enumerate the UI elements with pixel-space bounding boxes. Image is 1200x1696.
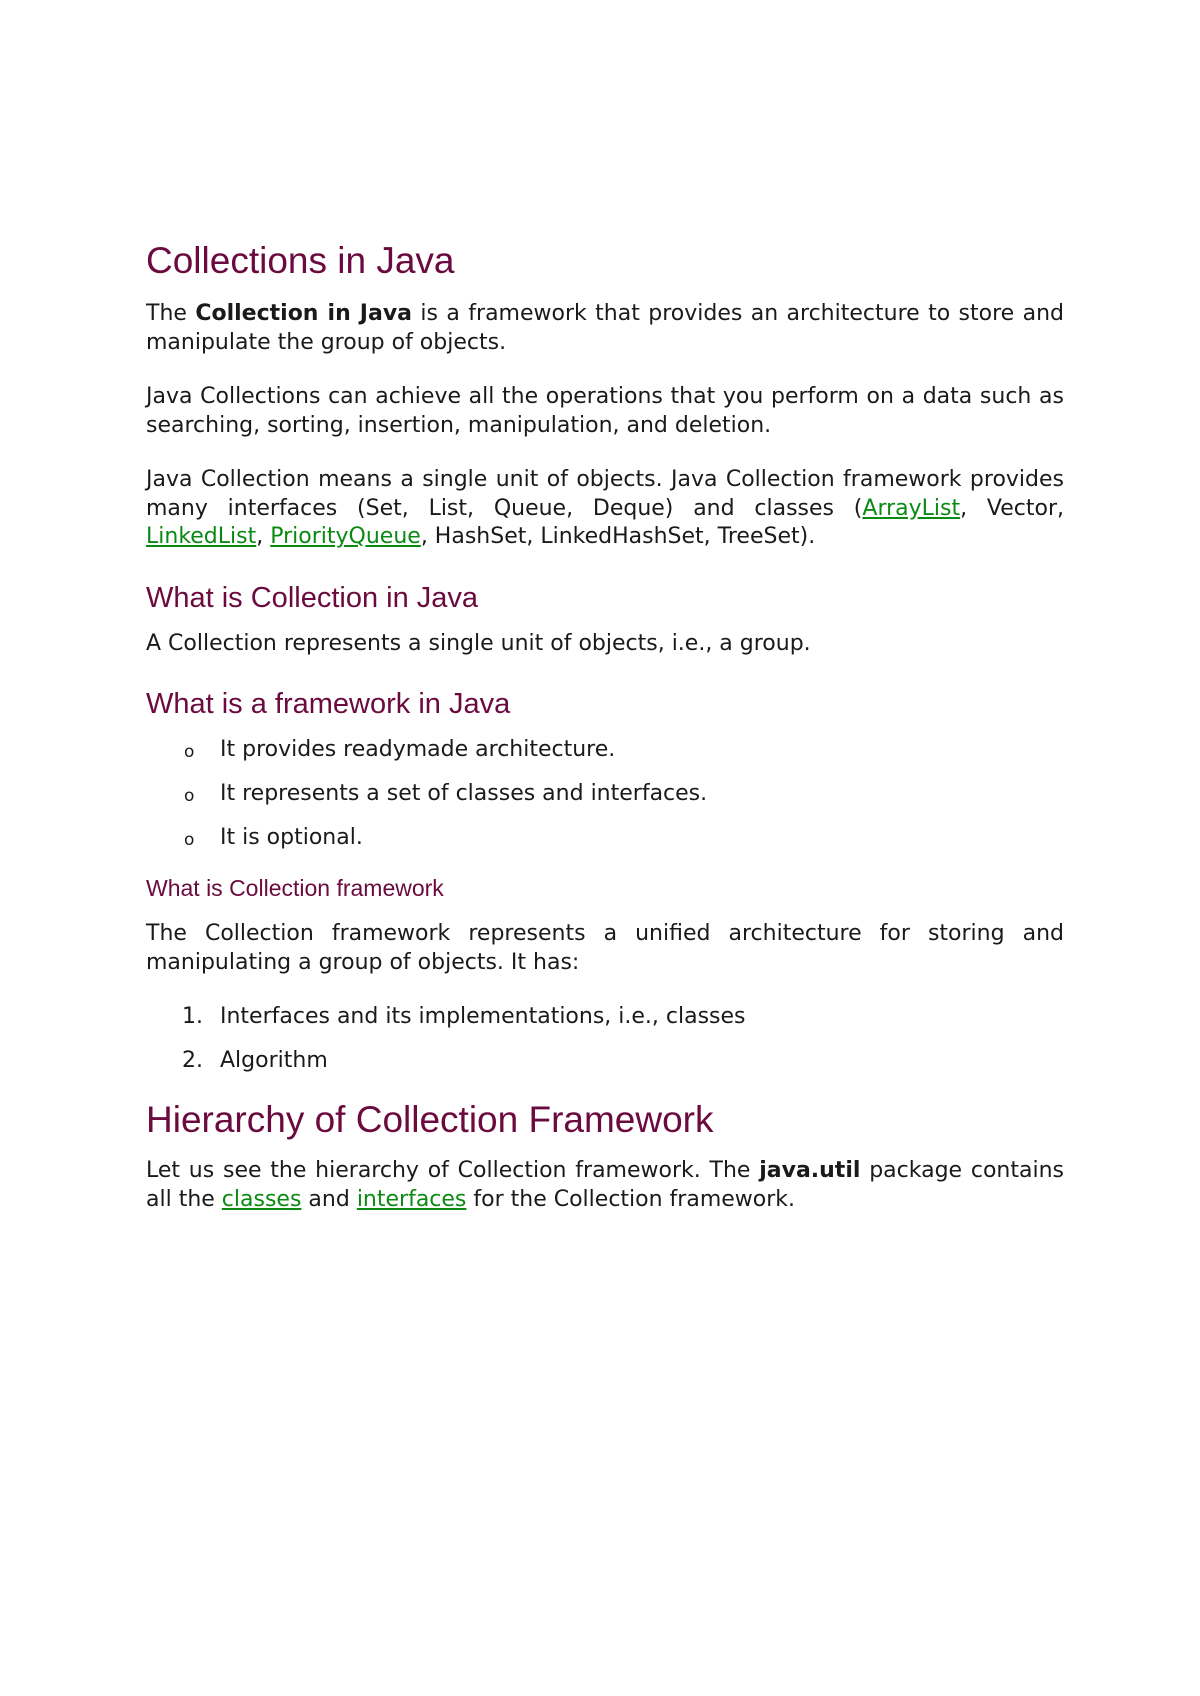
- section-heading-framework: What is a framework in Java: [146, 688, 511, 720]
- section-heading-collection: What is Collection in Java: [146, 581, 479, 614]
- list-number: 2.: [182, 1048, 203, 1073]
- link-classes[interactable]: classes: [221, 1186, 302, 1212]
- bullet-marker: o: [184, 830, 195, 850]
- link-linkedlist[interactable]: LinkedList: [146, 524, 257, 549]
- section-heading-collection-framework: What is Collection framework: [146, 875, 444, 901]
- list-item: o It represents a set of classes and interfaces.: [146, 780, 1064, 808]
- framework-bullet-list: [146, 736, 1064, 852]
- list-number: 1.: [182, 1004, 203, 1029]
- section-heading-hierarchy: Hierarchy of Collection Framework: [146, 1099, 714, 1140]
- bold-term: Collection in Java: [195, 301, 413, 326]
- document-body: [146, 236, 1064, 1240]
- page-title: Collections in Java: [146, 240, 455, 281]
- link-arraylist[interactable]: ArrayList: [862, 495, 961, 521]
- section-hierarchy-text: Let us see the hierarchy of Collection framework. The java.util package contains all the classes and interfaces for the Collection framework.: [146, 1158, 1064, 1212]
- list-item: 2. Algorithm: [182, 1048, 328, 1073]
- list-item: o It is optional.: [146, 824, 1064, 852]
- link-interfaces[interactable]: interfaces: [356, 1186, 467, 1212]
- collection-framework-numbered-list: [146, 1003, 1064, 1075]
- bullet-marker: o: [184, 742, 195, 762]
- intro-paragraph-2: Java Collections can achieve all the operations that you perform on a data such as searching, sorting, insertion, manipulation, and deletion.: [146, 384, 1064, 438]
- bold-term: java.util: [759, 1158, 861, 1183]
- intro-paragraph-3: Java Collection means a single unit of objects. Java Collection framework provides many interfaces (Set, List, Queue, Deque) and classes (ArrayList, Vector, LinkedList, PriorityQueue, HashSet, LinkedHashSet, TreeSet).: [146, 467, 1065, 549]
- bullet-marker: o: [184, 786, 195, 806]
- intro-paragraph-1: The Collection in Java is a framework that provides an architecture to store and manipulate the group of objects.: [146, 301, 1064, 355]
- list-item: 1. Interfaces and its implementations, i.e., classes: [182, 1004, 746, 1029]
- section-collection-framework-text: The Collection framework represents a unified architecture for storing and manipulating a group of objects. It has:: [146, 921, 1064, 975]
- link-priorityqueue[interactable]: PriorityQueue: [270, 524, 421, 549]
- section-collection-text: A Collection represents a single unit of objects, i.e., a group.: [146, 630, 811, 656]
- list-item: o It provides readymade architecture.: [146, 736, 1064, 764]
